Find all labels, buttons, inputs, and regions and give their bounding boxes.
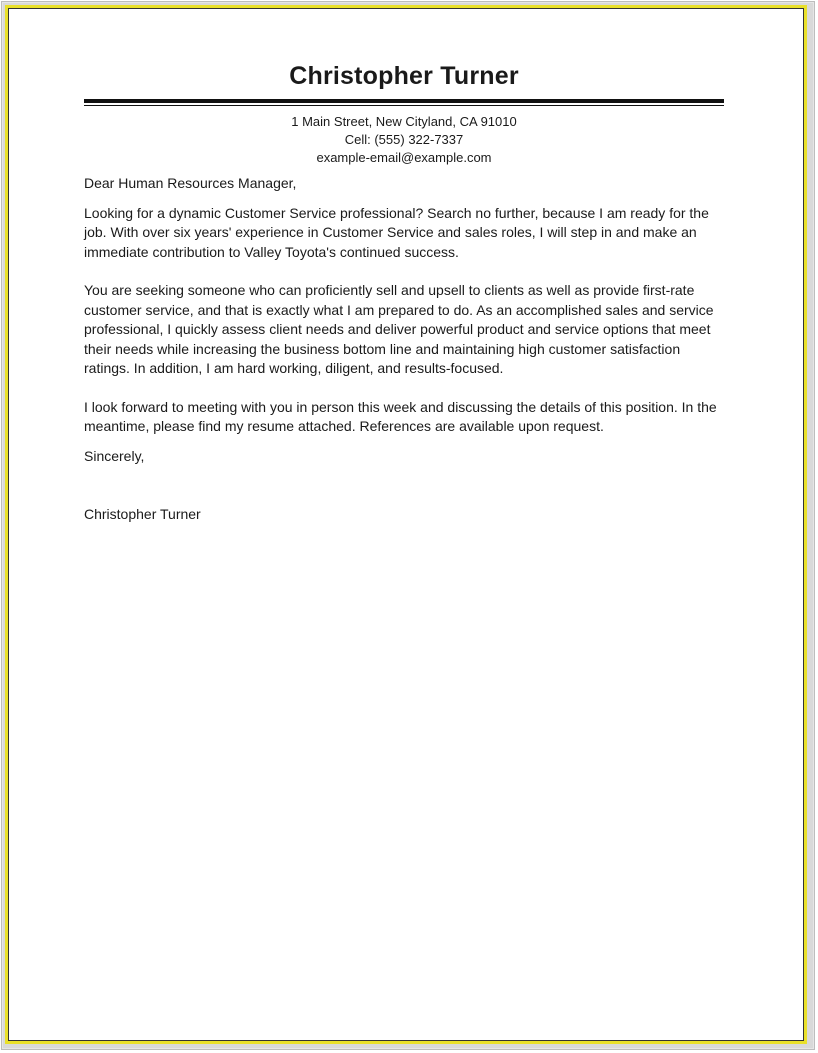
address-line: 1 Main Street, New Cityland, CA 91010: [291, 114, 517, 129]
body-paragraph-3: I look forward to meeting with you in person this week and discussing the details of this position. In the meantime, please find my resume attached. References are available upon request.: [84, 398, 717, 434]
contact-block: [84, 113, 724, 167]
header-rule-thick: [84, 99, 724, 103]
signature-name: Christopher Turner: [84, 506, 201, 522]
cell-line: Cell: (555) 322-7337: [344, 132, 464, 147]
salutation: Dear Human Resources Manager,: [84, 175, 297, 191]
header-rule-thin: [84, 105, 724, 106]
email-line: example-email@example.com: [316, 150, 492, 165]
closing: Sincerely,: [84, 447, 145, 464]
sender-name-heading: Christopher Turner: [289, 62, 519, 90]
body-paragraph-1: Looking for a dynamic Customer Service professional? Search no further, because I am ready for the job. With over six years' experience in Customer Service and sales roles, I will step in and make an immediate contribution to Valley Toyota's continued success.: [84, 204, 709, 260]
body-paragraph-2: You are seeking someone who can proficiently sell and upsell to clients as well as provide first-rate customer service, and that is exactly what I am prepared to do. As an accomplished sales and service professional, I quickly assess client needs and deliver powerful product and service options that meet their needs while increasing the business bottom line and maintaining high customer satisfaction ratings. In addition, I am hard working, diligent, and results-focused.: [84, 282, 714, 376]
letter-content: [84, 57, 724, 525]
